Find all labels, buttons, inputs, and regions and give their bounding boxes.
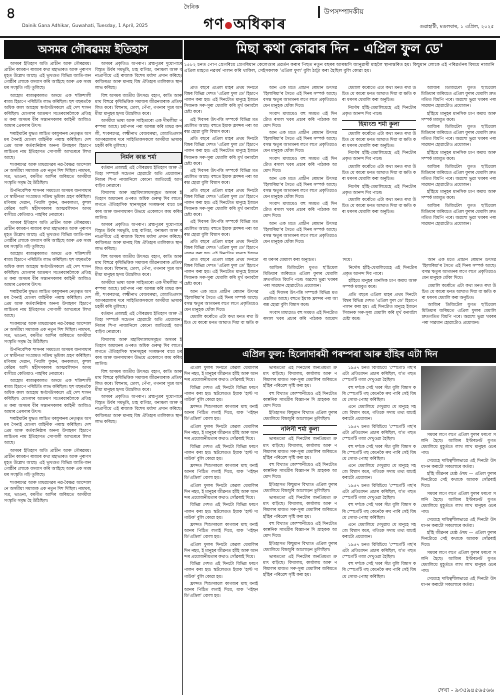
left-article-column-2: [95, 62, 182, 506]
paragraph: নিৰ্দোষ হাঁহি-ধেমালিয়েহে এই দিনটোৰ প্ৰকৃত আনন্দ দিব পাৰে।: [342, 265, 417, 277]
paragraph: বহু দৰ্শকে সেই খবৰ সঁচা বুলি বিশ্বাস কৰি স্পেগেটি গছ কেনেকৈ ৰুব পাৰি সেই বিষয়ে সোধা-পোছা কৰিছিল।: [342, 503, 416, 521]
assamese-dateline: গুৱাহাটী, মঙলবাৰ, ১ এপ্ৰিল, ২০২৫: [419, 24, 494, 30]
paragraph: ধেমালি কৰোঁতে এটা কথা মনত ৰখা উচিত যে কাৰো মনত আঘাত দিয়া বা ক্ষতি কৰা ধৰণৰ ধেমালি কৰা অনুচিত।: [342, 86, 416, 104]
paragraph: বহু দৰ্শকে সেই খবৰ সঁচা বুলি বিশ্বাস কৰি স্পেগেটি গছ কেনেকৈ ৰুব পাৰি সেই বিষয়ে সোধা-পোছা কৰিছিল।: [342, 385, 416, 403]
paragraph: বিহু অসমৰ জাতীয় উৎসৱ। বহাগ, কাতি আৰু মাঘ বিহুৱে কৃষিভিত্তিক সমাজৰ জীৱনধাৰাক প্ৰতিফলিত কৰে। বিহুনাম, ঢোল, পেঁপা, গগনাৰ সুৰে অসমীয়া মানুহৰ হৃদয় উদ্বেলিত কৰে।: [95, 254, 182, 278]
brand-name: [204, 15, 287, 33]
brand-name-right: অধিকাৰ: [233, 15, 287, 33]
paragraph: প্ৰতি বছৰে এপ্ৰিল মাহৰ প্ৰথম দিনটো বিশ্বৰ বিভিন্ন দেশত 'এপ্ৰিল ফুল ডে' হিচাপে পালন কৰা হয়। এই দিনটোত মানুহে ইজনে সিজনক সৰু-সুৰা ধেমালি কৰি মূৰ্খ বনাবলৈ চেষ্টা কৰে।: [184, 188, 258, 218]
paragraph: আন এক মতে প্ৰাচীন ৰোমান উৎসৱ 'হিলাৰিয়া'ৰ সৈতে এই দিনৰ সম্পৰ্ক আছে। বসন্ত ঋতুৰ আগমনৰ লগে লগে প্ৰকৃতিয়েও যেন মানুহক ধোঁকা দিয়ে।: [263, 86, 337, 110]
paragraph: হাঁহিয়ে মানুহৰ মানসিক চাপ কমায় আৰু সম্পৰ্ক মজবুত কৰে।: [342, 279, 417, 291]
paragraph: এপ্ৰিল ফুলৰ দিনটো কেৱল ধেমালিৰ দিন নহয়, ই মানুহৰ জীৱনত হাঁহি আৰু আনন্দৰ প্ৰয়োজনীয়তাৰ কথাও সোঁৱৰাই দিয়ে।: [184, 483, 258, 501]
paragraph: আজিৰ ডিজিটেল যুগত ছ'চিয়েল মিডিয়াৰ জৰিয়তে এপ্ৰিল ফুলৰ ধেমালি দ্ৰুতগতিত বিয়পি পৰে। অৱশ্যে ভুৱা খবৰৰ পৰা সাৱধান হোৱাটোও প্ৰয়োজন।: [263, 265, 338, 289]
paragraph: আন এক মতে প্ৰাচীন ৰোমান উৎসৱ 'হিলাৰিয়া'ৰ সৈতে এই দিনৰ সম্পৰ্ক আছে। বসন্ত ঋতুৰ আগমনৰ লগে লগে প্ৰকৃতিয়েও যেন মানুহক ধোঁকা দিয়ে।: [263, 176, 337, 200]
paragraph: প্ৰতি বছৰে এপ্ৰিল মাহৰ প্ৰথম দিনটো বিশ্বৰ বিভিন্ন দেশত 'এপ্ৰিল ফুল ডে' হিচাপে পালন কৰা হয়। এই দিনটোত মানুহে ইজনে সিজনক সৰু-সুৰা ধেমালি কৰি মূৰ্খ বনাবলৈ চেষ্টা কৰে।: [184, 137, 258, 167]
second-article-author: নলিনী শৰ্মা কুলা: [263, 425, 337, 435]
paragraph: সংবাদ মাধ্যমেও বহু সময়ত এই দিনটোত ৰসাল খবৰ প্ৰচাৰ কৰি পাঠকক আমোদ দিয়ে।: [263, 157, 337, 175]
main-article-continued: [184, 258, 496, 344]
paragraph: আজিৰ ডিজিটেল যুগত ছ'চিয়েল মিডিয়াৰ জৰিয়তে এপ্ৰিল ফুলৰ ধেমালি দ্ৰুতগতিত বিয়পি পৰে। অৱশ্যে ভুৱা খবৰৰ পৰা সাৱধান হোৱাটোও প্ৰয়োজন।: [421, 303, 496, 327]
paragraph: আন এক মতে প্ৰাচীন ৰোমান উৎসৱ 'হিলাৰিয়া'ৰ সৈতে এই দিনৰ সম্পৰ্ক আছে। বসন্ত ঋতুৰ আগমনৰ লগে লগে প্ৰকৃতিয়েও যেন মানুহক ধোঁকা দিয়ে।: [421, 258, 496, 282]
paragraph: ফ্ৰান্সত শিশুসকলে কাগজৰ মাছ বনাই আনৰ পিঠিত লগাই দিয়ে, যাক 'পইছন ডি'এভ্ৰিল' বোলা হয়।: [184, 464, 258, 482]
paragraph: এই দিবসৰ উৎপত্তি সম্পৰ্কে বিভিন্ন মত প্ৰচলিত আছে। বহুতে ইয়াক ফ্ৰান্সৰ পৰা আৰম্ভ হোৱা বুলি বিশ্বাস কৰে।: [184, 169, 258, 187]
paragraph: নিৰ্দোষ হাঁহি-ধেমালিয়েহে এই দিনটোৰ প্ৰকৃত আনন্দ দিব পাৰে।: [342, 105, 416, 117]
paragraph: বিভিন্ন দেশত এই দিনটো বিভিন্ন ধৰণে পালন কৰা হয়। স্কটলেণ্ডত ইয়াক 'হান্ট দ্য গাউক' বুলি কোৱা হয়।: [184, 385, 258, 403]
paragraph: ধেমালি কৰোঁতে এটা কথা মনত ৰখা উচিত যে কাৰো মনত আঘাত দিয়া বা ক্ষতি কৰা ধৰণৰ ধেমালি কৰা অনুচিত।: [342, 198, 416, 216]
paragraph: সেয়েহে দায়িত্বশীলভাৱে এই দিনটো উদযাপন কৰাটো সকলোৰে কৰ্তব্য।: [421, 576, 496, 588]
paragraph: ধেমালি কৰোঁতে এটা কথা মনত ৰখা উচিত যে কাৰো মনত আঘাত দিয়া বা ক্ষতি কৰা ধৰণৰ ধেমালি কৰা অনুচিত।: [184, 258, 316, 327]
paragraph: বিভিন্ন দেশত এই দিনটো বিভিন্ন ধৰণে পালন কৰা হয়। স্কটলেণ্ডত ইয়াক 'হান্ট দ্য গাউক' বুলি কোৱা হয়।: [184, 444, 258, 462]
paragraph: হাঁহি জীৱনৰ শ্ৰেষ্ঠ ঔষধ — এপ্ৰিল ফুলৰ দিনটোৱে সেই কথাকে আমাক সোঁৱৰাই দিয়ে।: [421, 531, 496, 549]
paragraph: নিৰ্দোষ হাঁহি-ধেমালিয়েহে এই দিনটোৰ প্ৰকৃত আনন্দ দিব পাৰে।: [342, 184, 416, 196]
brand-prefix: দৈনিক: [184, 4, 200, 11]
paragraph: ধেমালি কৰোঁতে এটা কথা মনত ৰখা উচিত যে কাৰো মনত আঘাত দিয়া বা ক্ষতি কৰা ধৰণৰ ধেমালি কৰা অনুচিত।: [342, 165, 416, 183]
paragraph: ভাৰততো এই দিনটোৰ জনপ্ৰিয়তা ক্ৰমাৎ বাঢ়িছে। বিদ্যালয়, কাৰ্যালয় আৰু পৰিয়ালৰ মাজত সৰু-সুৰা ধেমালিৰ জৰিয়তে হাঁহিৰ পৰিৱেশ সৃষ্টি কৰা হয়।: [263, 366, 337, 390]
main-column-2: [263, 86, 337, 254]
paragraph: অসমৰ ইতিহাস অতি প্ৰাচীন আৰু গৌৰৱময়। প্ৰাচীন কামৰূপ ৰাজ্যৰ কথা মহাভাৰত আৰু পুৰাণসমূহত উল্লেখ আছে। এই ভূখণ্ডত বিভিন্ন জাতি-জনগোষ্ঠীৰ লোকে বসবাস কৰি আহিছে আৰু এক সমন্বয়ৰ সংস্কৃতি গঢ়ি তুলিছে।: [4, 220, 91, 250]
paragraph: আন এক মতে প্ৰাচীন ৰোমান উৎসৱ 'হিলাৰিয়া'ৰ সৈতে এই দিনৰ সম্পৰ্ক আছে। বসন্ত ঋতুৰ আগমনৰ লগে লগে প্ৰকৃতিয়েও যেন মানুহক ধোঁকা দিয়ে।: [263, 221, 337, 246]
paragraph: অসমৰ ইতিহাস অতি প্ৰাচীন আৰু গৌৰৱময়। প্ৰাচীন কামৰূপ ৰাজ্যৰ কথা মহাভাৰত আৰু পুৰাণসমূহত উল্লেখ আছে। এই ভূখণ্ডত বিভিন্ন জাতি-জনগোষ্ঠীৰ লোকে বসবাস কৰি আহিছে আৰু এক সমন্বয়ৰ সংস্কৃতি গঢ়ি তুলিছে।: [4, 62, 91, 92]
paragraph: সংবাদ মাধ্যমেও বহু সময়ত এই দিনটোত ৰসাল খবৰ প্ৰচাৰ কৰি পাঠকক আমোদ দিয়ে।: [263, 111, 337, 129]
left-article-column-1: [4, 62, 91, 506]
paragraph: উপনিবেশিক শাসনৰ সময়তো অসমৰ জনসাধাৰণে স্বাধীনতা সংগ্ৰামত সক্ৰিয় ভূমিকা গ্ৰহণ কৰিছিল। মণিৰাম দেৱান, পিয়লি ফুকন, কনকলতা, কুশল কোঁৱৰ আদি শ্বহীদসকলৰ আত্মবলিদান অসমবাসীয়ে কেতিয়াও পাহৰিব নোৱাৰে।: [4, 347, 91, 377]
paragraph: বিহু অসমৰ জাতীয় উৎসৱ। বহাগ, কাতি আৰু মাঘ বিহুৱে কৃষিভিত্তিক সমাজৰ জীৱনধাৰাক প্ৰতিফলিত কৰে। বিহুনাম, ঢোল, পেঁপা, গগনাৰ সুৰে অসমীয়া মানুহৰ হৃদয় উদ্বেলিত কৰে।: [95, 93, 182, 117]
paragraph: শৰাইঘাটৰ যুদ্ধত লাচিত বৰফুকনৰ নেতৃত্বত অসমৰ সৈন্যই মোগল বাহিনীক পৰাস্ত কৰিছিল। দেশপ্ৰেম আৰু কৰ্তব্যনিষ্ঠাৰ অনন্য উদাহৰণ হিচাপে লাচিতৰ নাম ইতিহাসত সোণালী আখৰেৰে লিখা আছে।: [4, 417, 91, 447]
masthead: [0, 0, 500, 38]
paragraph: সময়ৰ লগে লগে এপ্ৰিল ফুলৰ ধৰণো সলনি হৈছে। আজিৰ ইণ্টাৰনেট যুগত ধেমালিয়ে মুহূৰ্ততে লাখ লাখ মানুহৰ ওচৰ পায়।: [421, 491, 496, 516]
paragraph: সংবাদ মাধ্যমেও বহু সময়ত এই দিনটোত ৰসাল খবৰ প্ৰচাৰ কৰি পাঠকক আমোদ দিয়ে।: [263, 258, 352, 322]
main-article-body: [184, 86, 496, 254]
paragraph: বহু দৰ্শকে সেই খবৰ সঁচা বুলি বিশ্বাস কৰি স্পেগেটি গছ কেনেকৈ ৰুব পাৰি সেই বিষয়ে সোধা-পোছা কৰিছিল।: [342, 562, 416, 580]
second-column-4: [421, 366, 496, 694]
newspaper-brand: [180, 2, 310, 32]
main-column-1: [184, 86, 258, 254]
paragraph: বহু দৰ্শকে সেই খবৰ সঁচা বুলি বিশ্বাস কৰি স্পেগেটি গছ কেনেকৈ ৰুব পাৰি সেই বিষয়ে সোধা-পোছা কৰিছিল।: [342, 444, 416, 462]
paragraph: বিদ্যালয় আৰু মহাবিদ্যালয়সমূহত অসমৰ ইতিহাস অধ্যয়নৰ ওপৰত অধিক গুৰুত্ব দিব লাগে। লগতে ঐতিহাসিক স্থানসমূহৰ সংৰক্ষণৰ বাবে চৰকাৰ আৰু জনসাধাৰণ উভয়ে একেলগে কাম কৰিব লাগিব।: [95, 337, 182, 368]
second-article-body: [184, 366, 496, 694]
paragraph: আন এক মতে প্ৰাচীন ৰোমান উৎসৱ 'হিলাৰিয়া'ৰ সৈতে এই দিনৰ সম্পৰ্ক আছে। বসন্ত ঋতুৰ আগমনৰ লগে লগে প্ৰকৃতিয়েও যেন মানুহক ধোঁকা দিয়ে।: [184, 289, 259, 313]
paragraph: সেয়েহে দায়িত্বশীলভাৱে এই দিনটো উদযাপন কৰাটো সকলোৰে কৰ্তব্য।: [421, 458, 496, 470]
article-photo: [421, 366, 496, 430]
column-divider: [182, 40, 183, 695]
paragraph: আজিৰ ডিজিটেল যুগত ছ'চিয়েল মিডিয়াৰ জৰিয়তে এপ্ৰিল ফুলৰ ধেমালি দ্ৰুতগতিত বিয়পি পৰে। অৱশ্যে ভুৱা খবৰৰ পৰা সাৱধান হোৱাটোও প্ৰয়োজন।: [421, 125, 496, 149]
paragraph: ১৯৫৭ চনত বিবিচিয়ে 'স্পেগেটি গছ'ৰ এটা প্ৰতিবেদন প্ৰচাৰ কৰিছিল, য'ত গছত স্পেগেটি গজা দেখুওৱা হৈছিল।: [342, 424, 416, 443]
paragraph: শৰাইঘাটৰ যুদ্ধত লাচিত বৰফুকনৰ নেতৃত্বত অসমৰ সৈন্যই মোগল বাহিনীক পৰাস্ত কৰিছিল। দেশপ্ৰেম আৰু কৰ্তব্যনিষ্ঠাৰ অনন্য উদাহৰণ হিচাপে লাচিতৰ নাম ইতিহাসত সোণালী আখৰেৰে লিখা আছে।: [4, 131, 91, 161]
paragraph: আহোম ৰাজত্বকালত অসমে এক শক্তিশালী ৰাজ্য হিচাপে পৰিচিতি লাভ কৰিছিল। ছশ বছৰতকৈ অধিক কাল আহোম স্বৰ্গদেউসকলে এই দেশ শাসন কৰিছিল। মোগলৰ আক্ৰমণ সতেৰবাৰলৈকে প্ৰতিহত কৰা অসমৰ বীৰ সন্তানসকলৰ কাহিনী আজিও আমাৰ প্ৰেৰণাৰ উৎস।: [4, 93, 91, 129]
paragraph: অসমৰ প্ৰকৃতিও অপৰূপ। ব্ৰহ্মপুত্ৰৰ দুয়োপাৰে বিস্তৃত উৰ্বৰ সমভূমি, চাহ বাগিচা, বনাঞ্চল আৰু বন্যপ্ৰাণীয়ে এই ৰাজ্যক বিশেষ মৰ্যাদা প্ৰদান কৰিছে। কাজিৰঙা আৰু মানাহ বিশ্ব ঐতিহ্যৰ তালিকাত স্থান লাভ কৰিছে।: [95, 223, 182, 253]
paragraph: আজিৰ ডিজিটেল যুগত ছ'চিয়েল মিডিয়াৰ জৰিয়তে এপ্ৰিল ফুলৰ ধেমালি দ্ৰুতগতিত বিয়পি পৰে। অৱশ্যে ভুৱা খবৰৰ পৰা সাৱধান হোৱাটোও প্ৰয়োজন।: [421, 164, 496, 188]
main-article-author: হিমাংশু শৰ্মা কুলা: [342, 120, 416, 130]
section-label: উপসম্পাদকীয়: [318, 6, 364, 18]
paragraph: অসমীয়া ভাষা আৰু সাহিত্যৰো এক দীঘলীয়া পৰম্পৰা আছে। চৰ্যাপদৰ পৰা আৰম্ভ কৰি মাধৱ কন্দলী, শংকৰদেৱ, লক্ষ্মীনাথ বেজবৰুৱা, জ্যোতিপ্ৰসাদ আগৰৱালাৰ দৰে সাহিত্যিকসকলে অসমীয়া ভাষাক চহকী কৰি তুলিছে।: [95, 119, 182, 149]
paragraph: অসমৰ প্ৰকৃতিও অপৰূপ। ব্ৰহ্মপুত্ৰৰ দুয়োপাৰে বিস্তৃত উৰ্বৰ সমভূমি, চাহ বাগিচা, বনাঞ্চল আৰু বন্যপ্ৰাণীয়ে এই ৰাজ্যক বিশেষ মৰ্যাদা প্ৰদান কৰিছে। কাজিৰঙা আৰু মানাহ বিশ্ব ঐতিহ্যৰ তালিকাত স্থান লাভ কৰিছে।: [95, 395, 182, 425]
paragraph: বহু বিখ্যাত কোম্পানীয়েও এই দিনটোত কাল্পনিক সামগ্ৰীৰ বিজ্ঞাপন দি গ্ৰাহকক আমোদ দিয়ে।: [263, 463, 337, 481]
paragraph: ধেমালি কৰোঁতে এটা কথা মনত ৰখা উচিত যে কাৰো মনত আঘাত দিয়া বা ক্ষতি কৰা ধৰণৰ ধেমালি কৰা অনুচিত।: [421, 283, 496, 301]
paragraph: অসমৰ প্ৰকৃতিও অপৰূপ। ব্ৰহ্মপুত্ৰৰ দুয়োপাৰে বিস্তৃত উৰ্বৰ সমভূমি, চাহ বাগিচা, বনাঞ্চল আৰু বন্যপ্ৰাণীয়ে এই ৰাজ্যক বিশেষ মৰ্যাদা প্ৰদান কৰিছে। কাজিৰঙা আৰু মানাহ বিশ্ব ঐতিহ্যৰ তালিকাত স্থান লাভ কৰিছে।: [95, 62, 182, 92]
second-headline: এপ্ৰিল ফুল: হিলোদাৰমী পৰম্পৰা আৰু হাঁহিৰ এটা দিন: [184, 348, 496, 363]
paragraph: ইতিহাসত কিছুমান বিখ্যাত এপ্ৰিল ফুলৰ ধেমালিয়ে বিশ্বজুৰি আলোড়ন তুলিছিল।: [263, 541, 337, 553]
main-intro: ১৫৮২ চনত পোপ গ্ৰেগৰিয়ে গ্ৰেগৰিয়ান কেলেণ্ডাৰ প্ৰৱৰ্তন কৰাৰ পিছত নতুন বছৰৰ আৰম্ভণি জানুৱাৰী মাহলৈ স্থানান্তৰিত হয়। কিছুমান লোকে এই পৰিৱৰ্তনৰ বিষয়ে নাজানি এপ্ৰিল মাহতে নৱবৰ্ষ পালন কৰি থাকিল, সেইসকলক 'এপ্ৰিল ফুল' বুলি ঠাট্টা কৰা হৈছিল বুলি কোৱা হয়।: [184, 63, 495, 74]
paragraph: হাঁহিয়ে মানুহৰ মানসিক চাপ কমায় আৰু সম্পৰ্ক মজবুত কৰে।: [421, 190, 496, 202]
second-column-1: [184, 366, 258, 694]
paragraph: আহোম ৰাজত্বকালত অসমে এক শক্তিশালী ৰাজ্য হিচাপে পৰিচিতি লাভ কৰিছিল। ছশ বছৰতকৈ অধিক কাল আহোম স্বৰ্গদেউসকলে এই দেশ শাসন কৰিছিল। মোগলৰ আক্ৰমণ সতেৰবাৰলৈকে প্ৰতিহত কৰা অসমৰ বীৰ সন্তানসকলৰ কাহিনী আজিও আমাৰ প্ৰেৰণাৰ উৎস।: [4, 252, 91, 288]
paragraph: এপ্ৰিল ফুলৰ দিনটো কেৱল ধেমালিৰ দিন নহয়, ই মানুহৰ জীৱনত হাঁহি আৰু আনন্দৰ প্ৰয়োজনীয়তাৰ কথাও সোঁৱৰাই দিয়ে।: [184, 424, 258, 443]
paragraph: এই দিবসৰ উৎপত্তি সম্পৰ্কে বিভিন্ন মত প্ৰচলিত আছে। বহুতে ইয়াক ফ্ৰান্সৰ পৰা আৰম্ভ হোৱা বুলি বিশ্বাস কৰে।: [263, 291, 338, 309]
paragraph: বিভিন্ন দেশত এই দিনটো বিভিন্ন ধৰণে পালন কৰা হয়। স্কটলেণ্ডত ইয়াক 'হান্ট দ্য গাউক' বুলি কোৱা হয়।: [184, 562, 258, 580]
paragraph: এই দিবসৰ উৎপত্তি সম্পৰ্কে বিভিন্ন মত প্ৰচলিত আছে। বহুতে ইয়াক ফ্ৰান্সৰ পৰা আৰম্ভ হোৱা বুলি বিশ্বাস কৰে।: [184, 220, 258, 238]
page-number: ৪: [6, 4, 16, 22]
paragraph: অসমীয়া ভাষা আৰু সাহিত্যৰো এক দীঘলীয়া পৰম্পৰা আছে। চৰ্যাপদৰ পৰা আৰম্ভ কৰি মাধৱ কন্দলী, শংকৰদেৱ, লক্ষ্মীনাথ বেজবৰুৱা, জ্যোতিপ্ৰসাদ আগৰৱালাৰ দৰে সাহিত্যিকসকলে অসমীয়া ভাষাক চহকী কৰি তুলিছে।: [95, 280, 182, 310]
paragraph: প্ৰতি বছৰে এপ্ৰিল মাহৰ প্ৰথম দিনটো বিশ্বৰ বিভিন্ন দেশত 'এপ্ৰিল ফুল ডে' হিচাপে পালন কৰা হয়। এই দিনটোত মানুহে ইজনে সিজনক সৰু-সুৰা ধেমালি কৰি মূৰ্খ বনাবলৈ চেষ্টা কৰে।: [342, 292, 417, 322]
paragraph: শৰাইঘাটৰ যুদ্ধত লাচিত বৰফুকনৰ নেতৃত্বত অসমৰ সৈন্যই মোগল বাহিনীক পৰাস্ত কৰিছিল। দেশপ্ৰেম আৰু কৰ্তব্যনিষ্ঠাৰ অনন্য উদাহৰণ হিচাপে লাচিতৰ নাম ইতিহাসত সোণালী আখৰেৰে লিখা আছে।: [4, 290, 91, 320]
paragraph: ধেমালি কৰোঁতে এটা কথা মনত ৰখা উচিত যে কাৰো মনত আঘাত দিয়া বা ক্ষতি কৰা ধৰণৰ ধেমালি কৰা অনুচিত।: [342, 131, 416, 149]
english-dateline: Dainik Gana Adhikar, Guwahati, Tuesday, 1 April, 2025: [22, 24, 148, 29]
paragraph: আজিৰ ডিজিটেল যুগত ছ'চিয়েল মিডিয়াৰ জৰিয়তে এপ্ৰিল ফুলৰ ধেমালি দ্ৰুতগতিত বিয়পি পৰে। অৱশ্যে ভুৱা খবৰৰ পৰা সাৱধান হোৱাটোও প্ৰয়োজন।: [421, 203, 496, 227]
paragraph: হাঁহিয়ে মানুহৰ মানসিক চাপ কমায় আৰু সম্পৰ্ক মজবুত কৰে।: [421, 150, 496, 163]
paragraph: এপ্ৰিল ফুলৰ দিনটো কেৱল ধেমালিৰ দিন নহয়, ই মানুহৰ জীৱনত হাঁহি আৰু আনন্দৰ প্ৰয়োজনীয়তাৰ কথাও সোঁৱৰাই দিয়ে।: [184, 366, 258, 384]
paragraph: এনে ধেমালিয়ে দেখুৱায় যে মানুহে সহজে বিশ্বাস কৰে, গতিকে সদায় তথ্য যাচাই কৰাটো প্ৰয়োজন।: [342, 405, 416, 423]
paragraph: হাঁহিয়ে মানুহৰ মানসিক চাপ কমায় আৰু সম্পৰ্ক মজবুত কৰে।: [421, 111, 496, 123]
paragraph: প্ৰতি বছৰে এপ্ৰিল মাহৰ প্ৰথম দিনটো বিশ্বৰ বিভিন্ন দেশত 'এপ্ৰিল ফুল ডে' হিচাপে পালন কৰা হয়। এই দিনটোত মানুহে ইজনে সিজনক সৰু-সুৰা ধেমালি কৰি মূৰ্খ বনাবলৈ চেষ্টা কৰে।: [184, 258, 259, 288]
brand-dot-icon: [225, 22, 232, 29]
paragraph: আন এক মতে প্ৰাচীন ৰোমান উৎসৱ 'হিলাৰিয়া'ৰ সৈতে এই দিনৰ সম্পৰ্ক আছে। বসন্ত ঋতুৰ আগমনৰ লগে লগে প্ৰকৃতিয়েও যেন মানুহক ধোঁকা দিয়ে।: [263, 131, 337, 155]
main-column-4: [421, 86, 496, 254]
paragraph: প্ৰতি বছৰে এপ্ৰিল মাহৰ প্ৰথম দিনটো বিশ্বৰ বিভিন্ন দেশত 'এপ্ৰিল ফুল ডে' হিচাপে: [184, 240, 258, 252]
paragraph: ইতিহাসত কিছুমান বিখ্যাত এপ্ৰিল ফুলৰ ধেমালিয়ে বিশ্বজুৰি আলোড়ন তুলিছিল।: [263, 482, 337, 494]
paragraph: নিৰ্দোষ হাঁহি-ধেমালিয়েহে এই দিনটোৰ প্ৰকৃত আনন্দ দিব পাৰে।: [342, 151, 416, 163]
paragraph: উপনিবেশিক শাসনৰ সময়তো অসমৰ জনসাধাৰণে স্বাধীনতা সংগ্ৰামত সক্ৰিয় ভূমিকা গ্ৰহণ কৰিছিল। মণিৰাম দেৱান, পিয়লি ফুকন, কনকলতা, কুশল কোঁৱৰ আদি শ্বহীদসকলৰ আত্মবলিদান অসমবাসীয়ে কেতিয়াও পাহৰিব নোৱাৰে।: [4, 188, 91, 219]
paragraph: প্ৰতি বছৰে এপ্ৰিল মাহৰ প্ৰথম দিনটো বিশ্বৰ বিভিন্ন দেশত 'এপ্ৰিল ফুল ডে' হিচাপে পালন কৰা হয়। এই দিনটোত মানুহে ইজনে সিজনক সৰু-সুৰা ধেমালি কৰি মূৰ্খ বনাবলৈ চেষ্টা কৰে।: [184, 86, 258, 116]
second-column-2: [263, 366, 337, 694]
paragraph: বহু বিখ্যাত কোম্পানীয়েও এই দিনটোত কাল্পনিক সামগ্ৰীৰ বিজ্ঞাপন দি গ্ৰাহকক আমোদ দিয়ে।: [263, 391, 337, 409]
paragraph: বিভিন্ন দেশত এই দিনটো বিভিন্ন ধৰণে পালন কৰা হয়। স্কটলেণ্ডত ইয়াক 'হান্ট দ্য গাউক' বুলি কোৱা হয়।: [184, 503, 258, 521]
paragraph: সময়ৰ লগে লগে এপ্ৰিল ফুলৰ ধৰণো সলনি হৈছে। আজিৰ ইণ্টাৰনেট যুগত ধেমালিয়ে মুহূৰ্ততে লাখ লাখ মানুহৰ ওচৰ পায়।: [421, 550, 496, 574]
paragraph: ভাৰততো এই দিনটোৰ জনপ্ৰিয়তা ক্ৰমাৎ বাঢ়িছে। বিদ্যালয়, কাৰ্যালয় আৰু পৰিয়ালৰ মাজত সৰু-সুৰা ধেমালিৰ জৰিয়তে হাঁহিৰ পৰিৱেশ সৃষ্টি কৰা হয়।: [263, 437, 337, 461]
paragraph: অসমৰ ইতিহাস অতি প্ৰাচীন আৰু গৌৰৱময়। প্ৰাচীন কামৰূপ ৰাজ্যৰ কথা মহাভাৰত আৰু পুৰাণসমূহত উল্লেখ আছে। এই ভূখণ্ডত বিভিন্ন জাতি-জনগোষ্ঠীৰ লোকে বসবাস কৰি আহিছে আৰু এক সমন্বয়ৰ সংস্কৃতি গঢ়ি তুলিছে।: [4, 448, 91, 479]
paragraph: শংকৰদেৱ আৰু মাধৱদেৱৰ নৱ-বৈষ্ণৱ আন্দোলনে অসমীয়া সমাজক এক নতুন দিশ দিছিল। নামঘৰ, সত্ৰ, ভাওনা, বৰগীত আদিৰ জৰিয়তে অসমীয়া সংস্কৃতি সমৃদ্ধ হৈ উঠিছিল।: [4, 163, 91, 187]
paragraph: ১৯৫৭ চনত বিবিচিয়ে 'স্পেগেটি গছ'ৰ এটা প্ৰতিবেদন প্ৰচাৰ কৰিছিল, য'ত গছত স্পেগেটি গজা দেখুওৱা হৈছিল।: [342, 483, 416, 501]
main-column-3: [342, 86, 416, 254]
paragraph: ভাৰততো এই দিনটোৰ জনপ্ৰিয়তা ক্ৰমাৎ বাঢ়িছে। বিদ্যালয়, কাৰ্যালয় আৰু পৰিয়ালৰ মাজত সৰু-সুৰা ধেমালিৰ জৰিয়তে হাঁহিৰ পৰিৱেশ সৃষ্টি কৰা হয়।: [263, 496, 337, 520]
second-column-3: [342, 366, 416, 694]
brand-name-left: গণ: [203, 15, 225, 33]
paragraph: বৰ্তমান প্ৰজন্মই এই গৌৰৱময় ইতিহাস আৰু ঐতিহ্য সম্পৰ্কে সচেতন হোৱাটো অতি প্ৰয়োজন। নিজৰ শিপা নাজানিলে কোনো জাতিয়েই আগবাঢ়িব নোৱাৰে।: [95, 312, 182, 336]
paragraph: বহু বিখ্যাত কোম্পানীয়েও এই দিনটোত কাল্পনিক সামগ্ৰীৰ বিজ্ঞাপন দি গ্ৰাহকক আমোদ দিয়ে।: [263, 522, 337, 540]
paragraph: এনে ধেমালিয়ে দেখুৱায় যে মানুহে সহজে বিশ্বাস কৰে, গতিকে সদায় তথ্য যাচাই কৰাটো প্ৰয়োজন।: [342, 523, 416, 541]
paragraph: ১৯৫৭ চনত বিবিচিয়ে 'স্পেগেটি গছ'ৰ এটা প্ৰতিবেদন প্ৰচাৰ কৰিছিল, য'ত গছত স্পেগেটি গজা দেখুওৱা হৈছিল।: [342, 366, 416, 384]
paragraph: ফ্ৰান্সত শিশুসকলে কাগজৰ মাছ বনাই আনৰ পিঠিত লগাই দিয়ে, যাক 'পইছন ডি'এভ্ৰিল' বোলা হয়।: [184, 582, 258, 600]
paragraph: ফ্ৰান্সত শিশুসকলে কাগজৰ মাছ বনাই আনৰ পিঠিত লগাই দিয়ে, যাক 'পইছন ডি'এভ্ৰিল' বোলা হয়।: [184, 523, 258, 541]
paragraph: শংকৰদেৱ আৰু মাধৱদেৱৰ নৱ-বৈষ্ণৱ আন্দোলনে অসমীয়া সমাজক এক নতুন দিশ দিছিল। নামঘৰ, সত্ৰ, ভাওনা, বৰগীত আদিৰ জৰিয়তে অসমীয়া সংস্কৃতি সমৃদ্ধ হৈ উঠিছিল।: [4, 480, 91, 504]
paragraph: বিদ্যালয় আৰু মহাবিদ্যালয়সমূহত অসমৰ ইতিহাস অধ্যয়নৰ ওপৰত অধিক গুৰুত্ব দিব লাগে। লগতে ঐতিহাসিক স্থানসমূহৰ সংৰক্ষণৰ বাবে চৰকাৰ আৰু জনসাধাৰণ উভয়ে একেলগে কাম কৰিব লাগিব।: [95, 191, 182, 221]
paragraph: এনে ধেমালিয়ে দেখুৱায় যে মানুহে সহজে বিশ্বাস কৰে, গতিকে সদায় তথ্য যাচাই কৰাটো প্ৰয়োজন।: [342, 464, 416, 482]
left-article-author: নিৰ্মল কান্ত শৰ্মা: [95, 152, 182, 164]
paragraph: ভাৰততো এই দিনটোৰ জনপ্ৰিয়তা ক্ৰমাৎ বাঢ়িছে। বিদ্যালয়, কাৰ্যালয় আৰু পৰিয়ালৰ মাজত সৰু-সুৰা ধেমালিৰ জৰিয়তে হাঁহিৰ পৰিৱেশ সৃষ্টি কৰা হয়।: [263, 555, 337, 579]
paragraph: সময়ৰ লগে লগে এপ্ৰিল ফুলৰ ধৰণো সলনি হৈছে। আজিৰ ইণ্টাৰনেট যুগত ধেমালিয়ে মুহূৰ্ততে লাখ লাখ মানুহৰ ওচৰ পায়।: [421, 433, 496, 457]
footer-code: দেখা - ৯৩৫৯৪৫৬৫৬৬: [437, 687, 494, 694]
paragraph: আহোম ৰাজত্বকালত অসমে এক শক্তিশালী ৰাজ্য হিচাপে পৰিচিতি লাভ কৰিছিল। ছশ বছৰতকৈ অধিক কাল আহোম স্বৰ্গদেউসকলে এই দেশ শাসন কৰিছিল। মোগলৰ আক্ৰমণ সতেৰবাৰলৈকে প্ৰতিহত কৰা অসমৰ বীৰ সন্তানসকলৰ কাহিনী আজিও আমাৰ প্ৰেৰণাৰ উৎস।: [4, 379, 91, 415]
main-headline: মিছা কথা কোৱাৰ দিন - এপ্ৰিল ফুল ডে': [184, 40, 496, 60]
paragraph: সেয়েহে দায়িত্বশীলভাৱে এই দিনটো উদযাপন কৰাটো সকলোৰে কৰ্তব্য।: [421, 517, 496, 529]
paragraph: বৰ্তমান প্ৰজন্মই এই গৌৰৱময় ইতিহাস আৰু ঐতিহ্য সম্পৰ্কে সচেতন হোৱাটো অতি প্ৰয়োজন। নিজৰ শিপা নাজানিলে কোনো জাতিয়েই আগবাঢ়িব নোৱাৰে।: [95, 165, 182, 189]
paragraph: এপ্ৰিল ফুলৰ দিনটো কেৱল ধেমালিৰ দিন নহয়, ই মানুহৰ জীৱনত হাঁহি আৰু আনন্দৰ প্ৰয়োজনীয়তাৰ কথাও সোঁৱৰাই দিয়ে।: [184, 542, 258, 560]
paragraph: ইতিহাসত কিছুমান বিখ্যাত এপ্ৰিল ফুলৰ ধেমালিয়ে বিশ্বজুৰি আলোড়ন তুলিছিল।: [263, 411, 337, 423]
paragraph: বিহু অসমৰ জাতীয় উৎসৱ। বহাগ, কাতি আৰু মাঘ বিহুৱে কৃষিভিত্তিক সমাজৰ জীৱনধাৰাক প্ৰতিফলিত কৰে। বিহুনাম, ঢোল, পেঁপা, গগনাৰ সুৰে অসমীয়া মানুহৰ হৃদয় উদ্বেলিত কৰে।: [95, 369, 182, 393]
paragraph: এই দিবসৰ উৎপত্তি সম্পৰ্কে বিভিন্ন মত প্ৰচলিত আছে। বহুতে ইয়াক ফ্ৰান্সৰ পৰা আৰম্ভ হোৱা বুলি বিশ্বাস কৰে।: [184, 117, 258, 135]
left-article: [4, 40, 182, 695]
paragraph: ফ্ৰান্সত শিশুসকলে কাগজৰ মাছ বনাই আনৰ পিঠিত লগাই দিয়ে, যাক 'পইছন ডি'এভ্ৰিল' বোলা হয়।: [184, 405, 258, 423]
paragraph: হাঁহি জীৱনৰ শ্ৰেষ্ঠ ঔষধ — এপ্ৰিল ফুলৰ দিনটোৱে সেই কথাকে আমাক সোঁৱৰাই দিয়ে।: [421, 472, 496, 490]
paragraph: সংবাদ মাধ্যমেও বহু সময়ত এই দিনটোত ৰসাল খবৰ প্ৰচাৰ কৰি পাঠকক আমোদ দিয়ে।: [263, 202, 337, 220]
paragraph: ১৯৫৭ চনত বিবিচিয়ে 'স্পেগেটি গছ'ৰ এটা প্ৰতিবেদন প্ৰচাৰ কৰিছিল, য'ত গছত স্পেগেটি গজা দেখুওৱা হৈছিল।: [342, 542, 416, 560]
paragraph: আজিৰ ডিজিটেল যুগত ছ'চিয়েল মিডিয়াৰ জৰিয়তে এপ্ৰিল ফুলৰ ধেমালি দ্ৰুতগতিত বিয়পি পৰে। অৱশ্যে ভুৱা খবৰৰ পৰা সাৱধান হোৱাটোও প্ৰয়োজন।: [421, 86, 496, 110]
paragraph: শংকৰদেৱ আৰু মাধৱদেৱৰ নৱ-বৈষ্ণৱ আন্দোলনে অসমীয়া সমাজক এক নতুন দিশ দিছিল। নামঘৰ, সত্ৰ, ভাওনা, বৰগীত আদিৰ জৰিয়তে অসমীয়া সংস্কৃতি সমৃদ্ধ হৈ উঠিছিল।: [4, 321, 91, 346]
left-article-heading: অসমৰ গৌৰৱময় ইতিহাস: [4, 40, 182, 59]
